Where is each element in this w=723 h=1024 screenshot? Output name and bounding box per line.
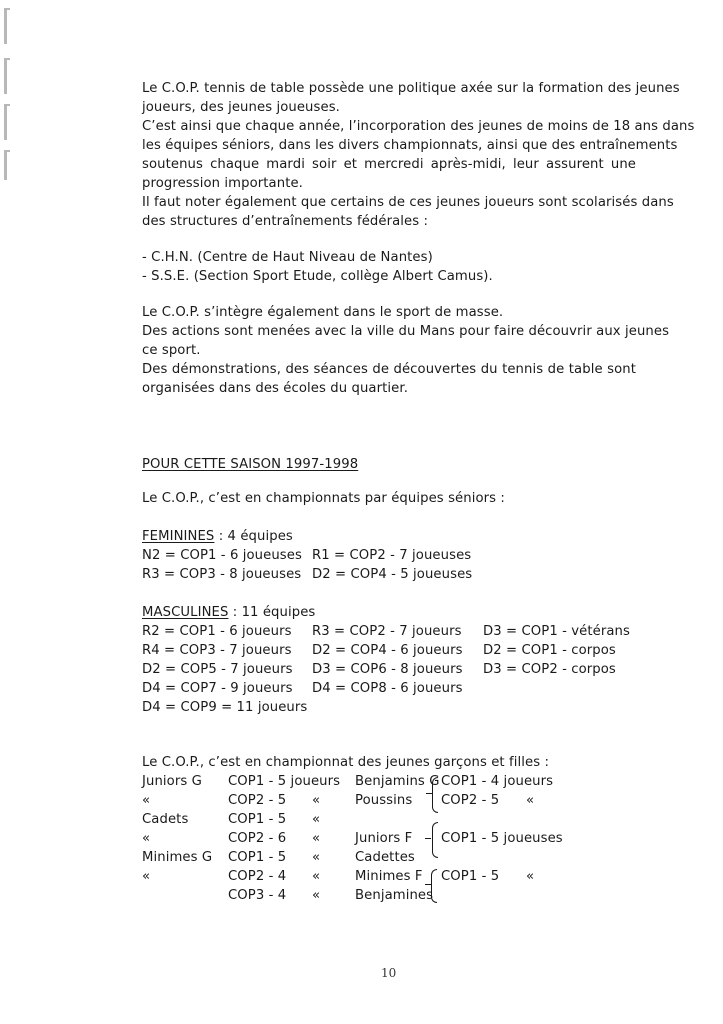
masculines-team: D3 = COP1 - vétérans [483, 624, 630, 639]
jeunes-category: Cadettes [355, 850, 415, 865]
feminines-label: FEMININES [142, 529, 215, 544]
jeunes-category: Benjamines [355, 888, 434, 903]
jeunes-team: COP1 - 5 [228, 812, 287, 827]
jeunes-team: COP2 - 5 [228, 793, 287, 808]
jeunes-category: Cadets [142, 812, 189, 827]
jeunes-team: COP1 - 5 joueurs [228, 774, 341, 789]
masculines-team: D2 = COP5 - 7 joueurs [142, 662, 293, 677]
ditto-mark: « [312, 850, 321, 865]
ditto-mark: « [526, 793, 535, 808]
jeunes-team: COP2 - 4 [228, 869, 287, 884]
feminines-team: R3 = COP3 - 8 joueuses [142, 567, 302, 582]
intro-line: des structures d’entraînements fédérales : [142, 214, 429, 229]
brace-bracket [426, 793, 432, 794]
page-number: 10 [381, 966, 397, 980]
jeunes-category: Juniors G [142, 774, 202, 789]
masculines-team: D3 = COP2 - corpos [483, 662, 616, 677]
ditto-mark: « [312, 793, 321, 808]
feminines-count: : 4 équipes [214, 529, 293, 544]
jeunes-category: Minimes G [142, 850, 213, 865]
intro-line: progression importante. [142, 176, 303, 191]
jeunes-team: COP2 - 5 [441, 793, 500, 808]
jeunes-team: COP1 - 5 [228, 850, 287, 865]
intro-line: joueurs, des jeunes joueuses. [142, 100, 340, 115]
scan-margin-mark [4, 150, 7, 180]
intro-line: les équipes séniors, dans les divers championnats, ainsi que des entraînements [142, 138, 678, 153]
masculines-label: MASCULINES [142, 605, 229, 620]
jeunes-category: Juniors F [355, 831, 413, 846]
intro-line: Le C.O.P. tennis de table possède une politique axée sur la formation des jeunes [142, 81, 680, 96]
brace-bracket [425, 884, 431, 885]
ditto-mark: « [312, 812, 321, 827]
ditto-mark: « [142, 869, 151, 884]
brace-bracket [431, 869, 437, 903]
masculines-team: D4 = COP8 - 6 joueurs [312, 681, 463, 696]
masculines-team: R3 = COP2 - 7 joueurs [312, 624, 462, 639]
intro-line: soutenus chaque mardi soir et mercredi après-midi, leur assurent une [142, 157, 636, 172]
feminines-team: R1 = COP2 - 7 joueuses [312, 548, 472, 563]
seniors-intro: Le C.O.P., c’est en championnats par équipes séniors : [142, 491, 505, 506]
feminines-team: N2 = COP1 - 6 joueuses [142, 548, 302, 563]
ditto-mark: « [142, 831, 151, 846]
feminines-team: D2 = COP4 - 5 joueuses [312, 567, 473, 582]
jeunes-team: COP1 - 5 joueuses [441, 831, 563, 846]
masculines-team: D4 = COP7 - 9 joueurs [142, 681, 293, 696]
masculines-team: R2 = COP1 - 6 joueurs [142, 624, 292, 639]
scan-margin-mark [4, 8, 7, 44]
intro-line: ce sport. [142, 343, 201, 358]
ditto-mark: « [312, 888, 321, 903]
brace-bracket [432, 777, 438, 813]
jeunes-category: Poussins [355, 793, 413, 808]
jeunes-team: COP1 - 5 [441, 869, 500, 884]
masculines-team: D3 = COP6 - 8 joueurs [312, 662, 463, 677]
jeunes-team: COP1 - 4 joueurs [441, 774, 554, 789]
scan-margin-mark [4, 104, 7, 140]
structure-item: - S.S.E. (Section Sport Etude, collège Albert Camus). [142, 269, 493, 284]
jeunes-team: COP2 - 6 [228, 831, 287, 846]
masculines-count: : 11 équipes [228, 605, 316, 620]
masculines-team: R4 = COP3 - 7 joueurs [142, 643, 292, 658]
structure-item: - C.H.N. (Centre de Haut Niveau de Nantes) [142, 250, 433, 265]
ditto-mark: « [312, 869, 321, 884]
masculines-header [142, 604, 315, 622]
brace-bracket [432, 822, 438, 858]
intro-line: organisées dans des écoles du quartier. [142, 381, 408, 396]
jeunes-intro: Le C.O.P., c’est en championnat des jeunes garçons et filles : [142, 755, 550, 770]
masculines-team: D2 = COP4 - 6 joueurs [312, 643, 463, 658]
jeunes-team: COP3 - 4 [228, 888, 287, 903]
feminines-header [142, 528, 293, 546]
season-heading: POUR CETTE SAISON 1997-1998 [142, 457, 359, 472]
intro-line: Des démonstrations, des séances de découvertes du tennis de table sont [142, 362, 636, 377]
scan-margin-mark [4, 58, 7, 94]
intro-line: Il faut noter également que certains de ces jeunes joueurs sont scolarisés dans [142, 195, 674, 210]
jeunes-category: Benjamins G [355, 774, 440, 789]
intro-line: Le C.O.P. s’intègre également dans le sport de masse. [142, 305, 504, 320]
masculines-team: D4 = COP9 = 11 joueurs [142, 700, 308, 715]
ditto-mark: « [526, 869, 535, 884]
ditto-mark: « [312, 831, 321, 846]
intro-line: C’est ainsi que chaque année, l’incorporation des jeunes de moins de 18 ans dans [142, 119, 695, 134]
jeunes-category: Minimes F [355, 869, 423, 884]
brace-bracket [425, 838, 431, 839]
intro-line: Des actions sont menées avec la ville du Mans pour faire découvrir aux jeunes [142, 324, 670, 339]
masculines-team: D2 = COP1 - corpos [483, 643, 616, 658]
ditto-mark: « [142, 793, 151, 808]
